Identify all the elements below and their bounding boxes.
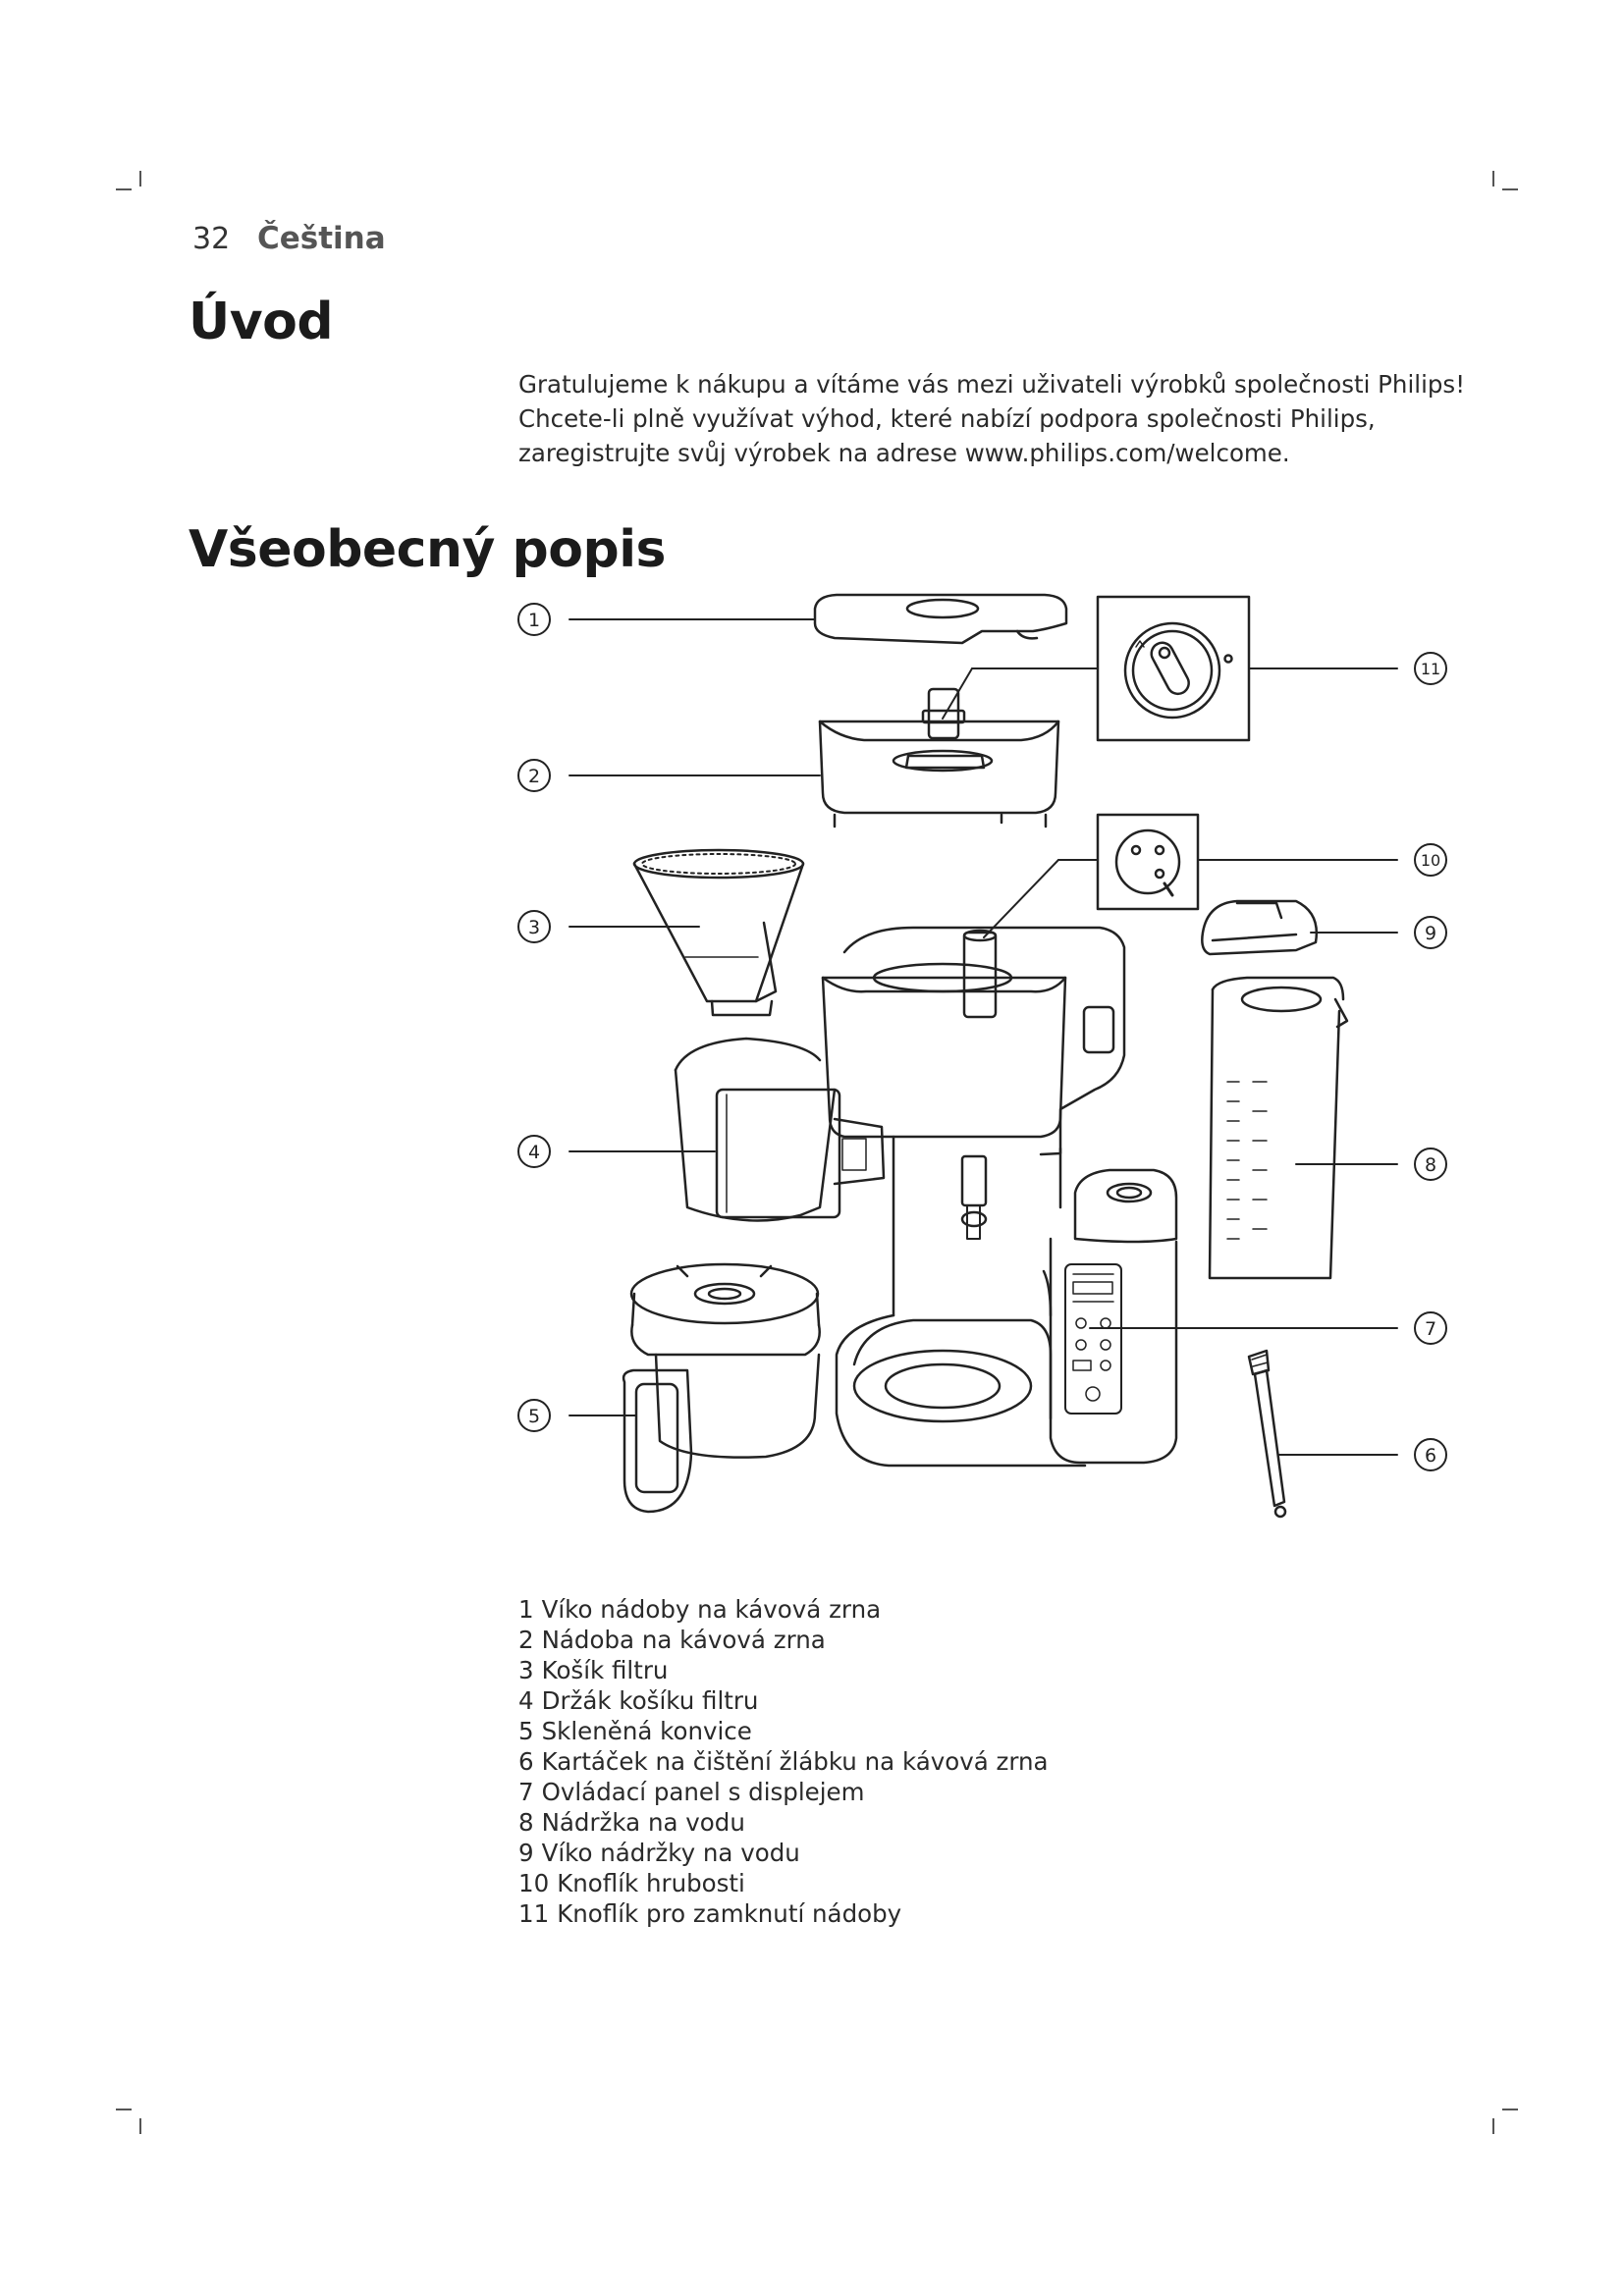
crop-mark	[116, 2109, 132, 2110]
parts-list-item: 6 Kartáček na čištění žlábku na kávová zrna	[518, 1747, 1049, 1776]
callout-number: 5	[527, 1406, 541, 1427]
parts-list-item: 5 Skleněná konvice	[518, 1717, 752, 1745]
callout-number: 8	[1424, 1154, 1437, 1176]
filter-basket-holder	[676, 1039, 884, 1220]
cleaning-brush	[1249, 1351, 1285, 1517]
callout-number: 1	[527, 610, 541, 631]
bean-container-lid	[815, 595, 1066, 643]
callout-number: 9	[1424, 923, 1437, 944]
callout-number: 6	[1424, 1445, 1437, 1467]
parts-list	[518, 1594, 1056, 1929]
language-label: Čeština	[257, 221, 386, 256]
callout-numbers	[528, 610, 1440, 1467]
callout-circles	[518, 604, 1446, 1470]
water-tank-lid	[1202, 901, 1317, 954]
intro-line: zaregistrujte svůj výrobek na adrese www.philips.com/welcome.	[518, 439, 1290, 467]
parts-list-item: 9 Víko nádržky na vodu	[518, 1839, 800, 1867]
filter-basket	[634, 850, 803, 1015]
leader-lines	[569, 619, 1397, 1455]
callout-number: 2	[527, 766, 541, 787]
glass-carafe	[623, 1264, 820, 1512]
callout-number: 4	[527, 1142, 541, 1163]
intro-line: Gratulujeme k nákupu a vítáme vás mezi uživateli výrobků společnosti Philips!	[518, 370, 1466, 399]
coffee-maker-body	[823, 928, 1176, 1466]
callout-number: 10	[1420, 851, 1441, 870]
crop-mark	[1502, 2109, 1518, 2110]
water-tank	[1210, 978, 1347, 1278]
lock-knob-inset	[1098, 597, 1249, 740]
crop-mark	[139, 2118, 141, 2134]
description-heading: Všeobecný popis	[189, 520, 666, 579]
callout-number: 3	[527, 917, 541, 938]
bean-container	[820, 689, 1058, 827]
intro-line: Chcete-li plně využívat výhod, které nabízí podpora společnosti Philips,	[518, 404, 1376, 433]
parts-list-item: 8 Nádržka na vodu	[518, 1808, 745, 1837]
callout-number: 7	[1424, 1318, 1437, 1340]
page-number: 32	[192, 222, 231, 256]
intro-heading: Úvod	[189, 293, 334, 351]
grind-knob-inset	[1098, 815, 1198, 909]
parts-list-item: 1 Víko nádoby na kávová zrna	[518, 1595, 882, 1624]
parts-list-item: 10 Knoflík hrubosti	[518, 1869, 745, 1897]
parts-list-item: 7 Ovládací panel s displejem	[518, 1778, 865, 1806]
parts-list-item: 11 Knoflík pro zamknutí nádoby	[518, 1899, 902, 1928]
crop-mark	[1492, 2118, 1494, 2134]
parts-list-item: 4 Držák košíku filtru	[518, 1686, 759, 1715]
parts-list-item: 3 Košík filtru	[518, 1656, 669, 1684]
parts-list-item: 2 Nádoba na kávová zrna	[518, 1626, 826, 1654]
callout-number: 11	[1420, 660, 1441, 678]
